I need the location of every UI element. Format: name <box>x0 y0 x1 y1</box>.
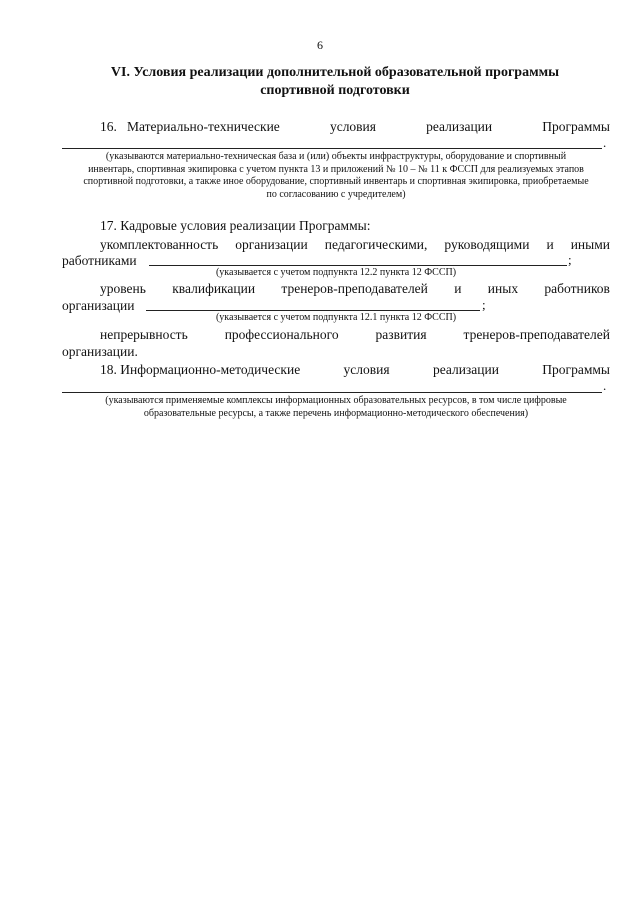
item18-note-line-2: образовательные ресурсы, а также перечень информационно-методического обеспечения) <box>143 407 529 419</box>
staffing-word-3: руководящими <box>444 237 530 252</box>
item18-word-1: Информационно-методические <box>120 362 301 377</box>
item17-development-line <box>62 326 610 343</box>
item16-note <box>62 151 610 201</box>
item18-word-4: Программы <box>542 362 610 377</box>
staffing-word-2: педагогическими, <box>324 237 428 252</box>
section-title-line-1: VI. Условия реализации дополнительной образовательной программы <box>110 65 560 80</box>
item17-development-line-2: организации. <box>62 344 138 359</box>
qualification-word-4: иных <box>487 281 519 296</box>
qualification-word-1: квалификации <box>172 281 256 296</box>
staffing-word-0: укомплектованность <box>100 237 219 252</box>
item18-line <box>62 361 610 378</box>
staffing-word-1: организации <box>235 237 308 252</box>
qualification-word-0: уровень <box>100 281 146 296</box>
qualification-word-3: и <box>454 281 462 296</box>
item16-note-line-2: инвентарь, спортивная экипировка с учетом пункта 13 и приложений № 10 – № 11 к ФССП для реализуемых этапов <box>88 163 584 175</box>
item18-number: 18. <box>100 362 117 377</box>
item16-note-line-4: по согласованию с учредителем) <box>266 188 406 200</box>
item16-word-3: реализации <box>426 119 493 134</box>
item16-word-4: Программы <box>542 119 610 134</box>
page-number: 6 <box>317 38 323 52</box>
item17-staffing-line-2: работниками <box>62 253 137 268</box>
qualification-end-mark: ; <box>482 297 486 312</box>
item18-fill-line <box>62 392 602 393</box>
item18-word-3: реализации <box>432 362 499 377</box>
item16-word-2: условия <box>329 119 376 134</box>
item16-number: 16. <box>100 119 117 134</box>
staffing-word-5: иными <box>570 237 610 252</box>
item18-end-mark: . <box>603 378 607 393</box>
item17-staffing-line <box>62 236 610 253</box>
development-word-0: непрерывность <box>100 327 188 342</box>
staffing-word-4: и <box>546 237 554 252</box>
qualification-fill-line <box>146 310 480 311</box>
item17-qualification-line-2: организации <box>62 298 135 313</box>
qualification-word-5: работников <box>544 281 610 296</box>
development-word-1: профессионального <box>224 327 339 342</box>
staffing-fill-line <box>149 265 567 266</box>
item17-qualification-line <box>62 280 610 297</box>
qualification-word-2: тренеров-преподавателей <box>281 281 428 296</box>
item18-note-line-1: (указываются применяемые комплексы информационных образовательных ресурсов, в том числе цифровые <box>105 395 567 406</box>
item16-fill-line <box>62 148 602 149</box>
item16-end-mark: . <box>603 135 607 150</box>
staffing-note: (указывается с учетом подпункта 12.2 пункта 12 ФССП) <box>215 267 457 278</box>
item16-word-1: Материально-технические <box>127 119 280 134</box>
item18-word-2: условия <box>343 362 390 377</box>
development-word-3: тренеров-преподавателей <box>463 327 610 342</box>
item16-note-line-1: (указываются материально-техническая база и (или) объекты инфраструктуры, оборудование и спортивный <box>105 151 567 162</box>
qualification-note: (указывается с учетом подпункта 12.1 пункта 12 ФССП) <box>215 312 457 323</box>
item16-note-line-3: спортивной подготовки, а также иное оборудование, спортивный инвентарь и спортивная экипировка, приобретаемые <box>83 176 589 187</box>
item16-line <box>62 118 610 135</box>
section-title <box>60 64 610 100</box>
item18-note <box>62 395 610 420</box>
staffing-end-mark: ; <box>568 252 572 267</box>
item17-heading: 17. Кадровые условия реализации Программы: <box>100 218 371 233</box>
development-word-2: развития <box>375 327 427 342</box>
section-title-line-2: спортивной подготовки <box>260 83 410 98</box>
